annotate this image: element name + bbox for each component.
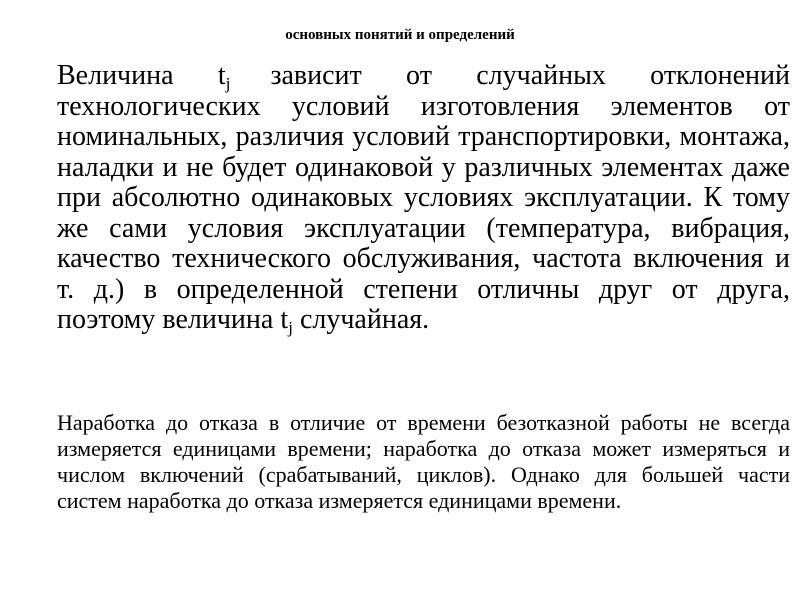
main-paragraph-part1: Величина t xyxy=(57,60,226,91)
main-paragraph xyxy=(57,61,790,336)
subscript-j-first: j xyxy=(225,74,231,94)
secondary-paragraph: Наработка до отказа в отличие от времени безотказной работы не всегда измеряется единицами времени; наработка до отказа может измеряться и числом включений (срабатываний, циклов). Однако для большей части систем наработка до отказа измеряется единицами времени. xyxy=(57,410,790,513)
subscript-j-second: j xyxy=(288,318,293,338)
main-paragraph-part2: зависит от случайных отклонений технологических условий изготовления элементов от номинальных, различия условий транспортировки, монтажа, наладки и не будет одинаковой у различных элементах даже при абсолютно одинаковых условиях эксплуатации. К тому же сами условия эксплуатации (температура, вибрация, качество технического обслуживания, частота включения и т. д.) в определенной степени отличны друг от друга, поэтому величина t xyxy=(57,60,790,335)
main-paragraph-part3: случайная. xyxy=(292,304,430,335)
page-header: основных понятий и определений xyxy=(285,27,515,43)
